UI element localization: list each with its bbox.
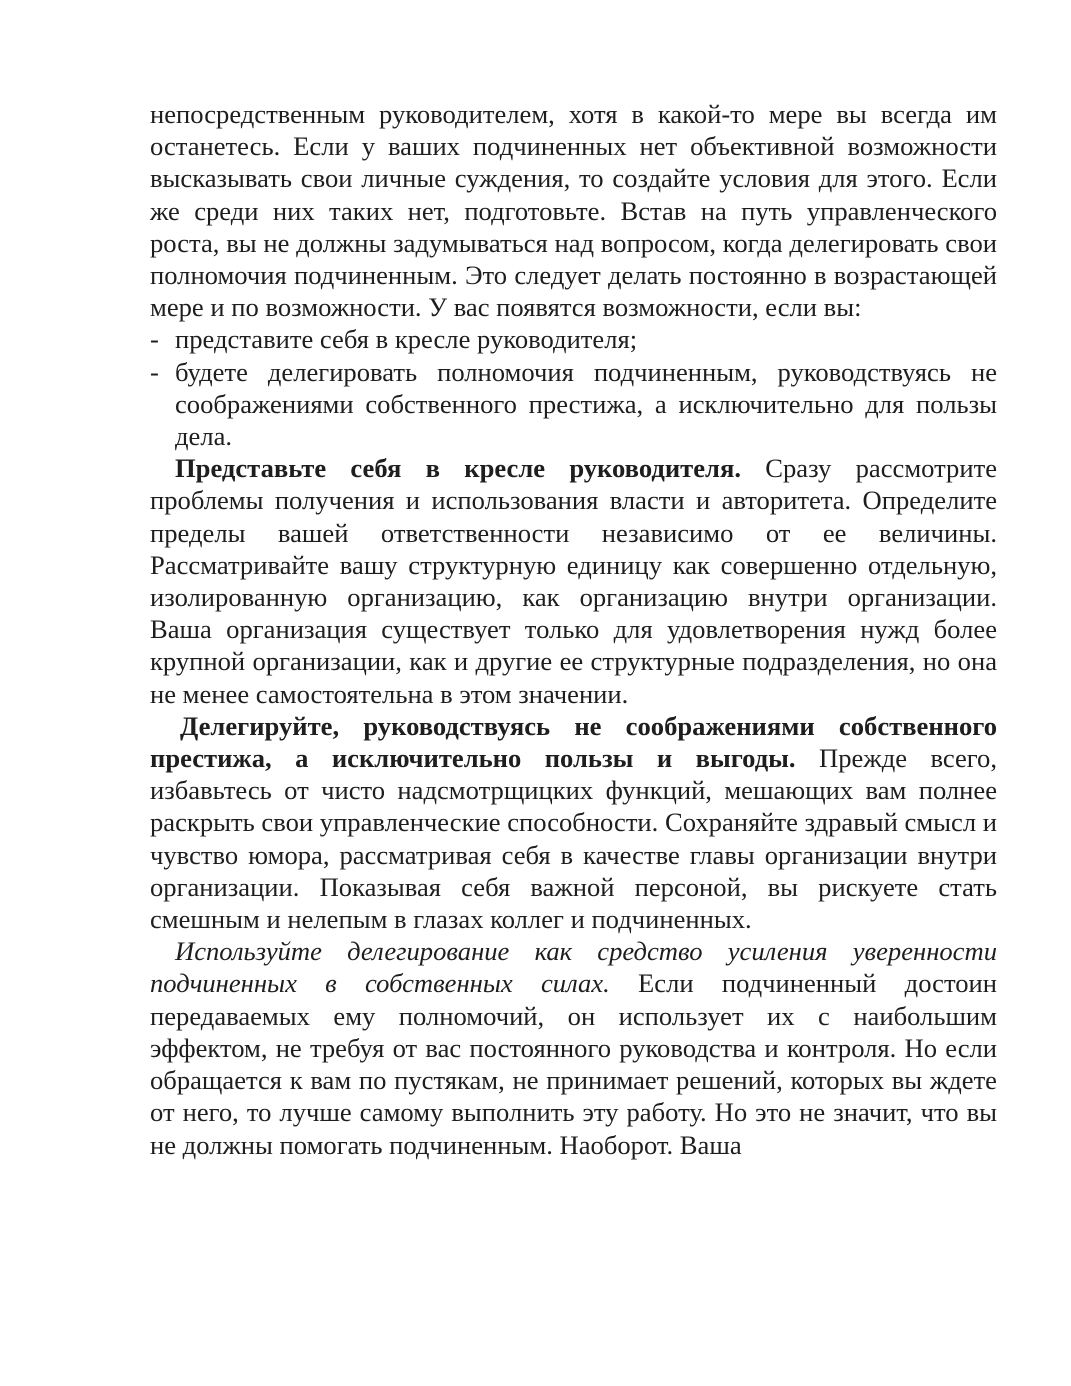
section-paragraph-2 bbox=[150, 710, 997, 935]
list-marker: - bbox=[150, 356, 159, 387]
list-marker: - bbox=[150, 324, 159, 355]
section-heading-2: Делегируйте, руководствуясь не соображениями собственного престижа, а исключительно пользы и выгоды. bbox=[150, 710, 997, 774]
bullet-list bbox=[150, 323, 997, 452]
section-body-1: Сразу рассмотрите проблемы получения и использования власти и авторитета. Определите пределы вашей ответственности независимо от ее величины. Рассматривайте вашу структурную единицу как совершенно отдельную, изолированную организацию, как организацию внутри организации. Ваша организация существует только для удовлетворения нужд более крупной организации, как и другие ее структурные подразделения, но она не менее самостоятельна в этом значении. bbox=[150, 453, 997, 709]
list-item bbox=[150, 323, 997, 355]
list-item-text: представите себя в кресле руководителя; bbox=[175, 324, 638, 355]
section-paragraph-1 bbox=[150, 452, 997, 710]
list-item bbox=[150, 356, 997, 453]
section-heading-1: Представьте себя в кресле руководителя. bbox=[175, 453, 741, 484]
intro-paragraph: непосредственным руководителем, хотя в какой-то мере вы всегда им останетесь. Если у ваших подчиненных нет объективной возможности высказывать свои личные суждения, то создайте условия для этого. Если же среди них таких нет, подготовьте. Встав на путь управленческого роста, вы не должны задумываться над вопросом, когда делегировать свои полномочия подчиненным. Это следует делать постоянно в возрастающей мере и по возможности. У вас появятся возможности, если вы: bbox=[150, 99, 997, 323]
section-heading-3: Используйте делегирование как средство усиления уверенности подчиненных в собственных силах. bbox=[150, 936, 997, 999]
section-paragraph-3 bbox=[150, 935, 997, 1160]
section-body-3: Если подчиненный достоин передаваемых ему полномочий, он использует их с наибольшим эффектом, не требуя от вас постоянного руководства и контроля. Но если обращается к вам по пустякам, не принимает решений, которых вы ждете от него, то лучше самому выполнить эту работу. Но это не значит, что вы не должны помогать подчиненным. Наоборот. Ваша bbox=[150, 968, 997, 1160]
list-item-text: будете делегировать полномочия подчиненным, руководствуясь не соображениями собственного престижа, а исключительно для пользы дела. bbox=[175, 356, 997, 452]
section-body-2: Прежде всего, избавьтесь от чисто надсмотрщицких функций, мешающих вам полнее раскрыть свои управленческие способности. Сохраняйте здравый смысл и чувство юмора, рассматривая себя в качестве главы организации внутри организации. Показывая себя важной персоной, вы рискуете стать смешным и нелепым в глазах коллег и подчиненных. bbox=[150, 743, 997, 935]
